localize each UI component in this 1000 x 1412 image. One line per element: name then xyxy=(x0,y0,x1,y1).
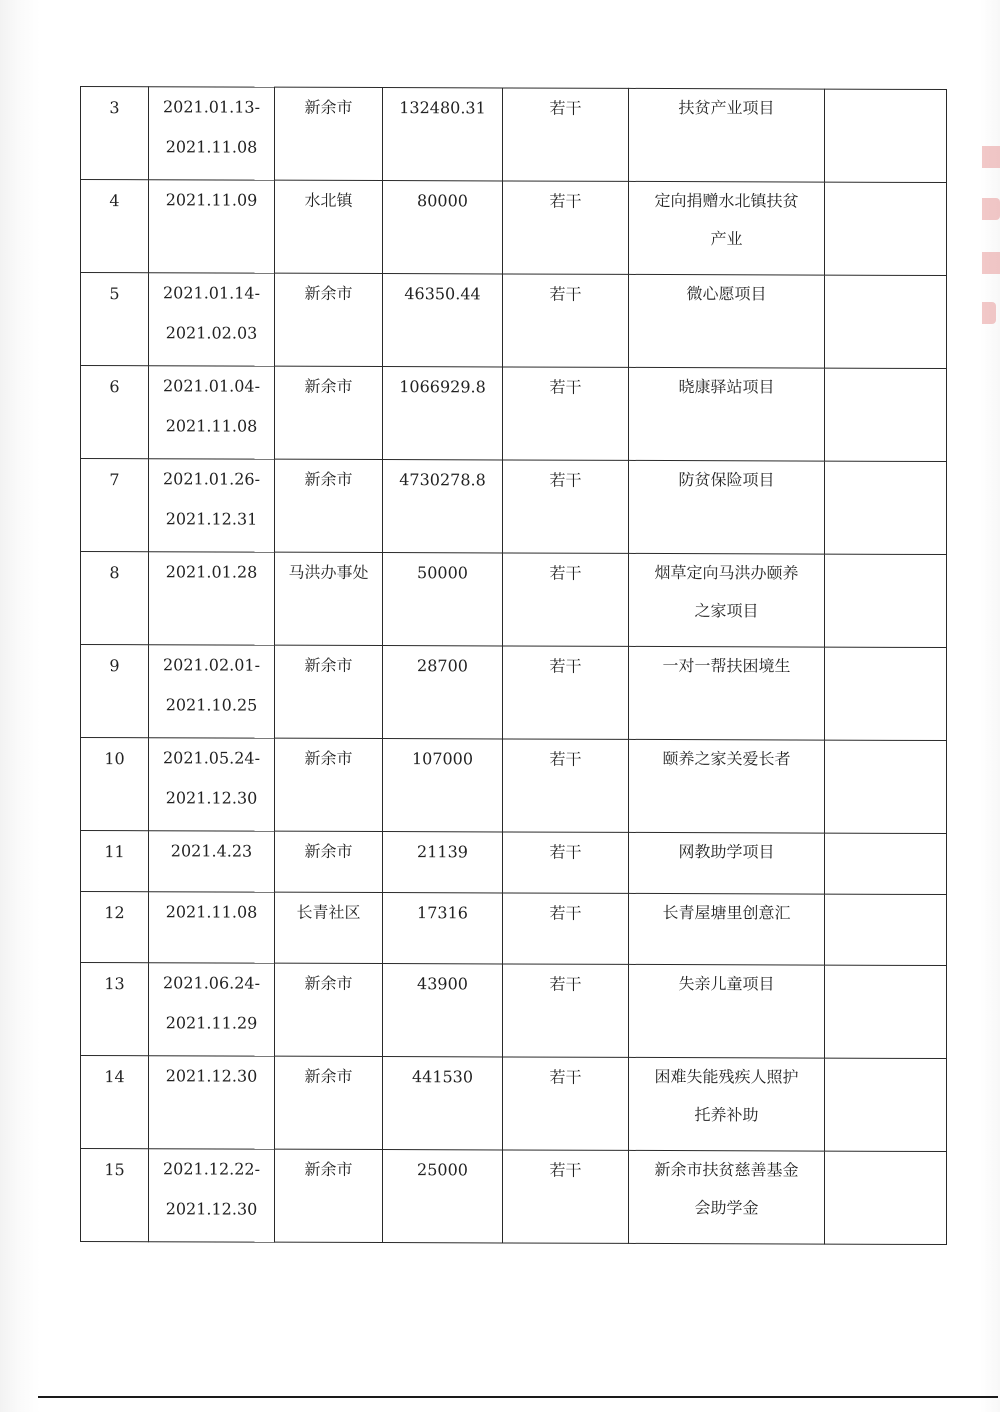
table-row xyxy=(81,892,947,966)
table-row xyxy=(81,87,947,183)
note-cell xyxy=(825,1058,947,1151)
table-row xyxy=(81,459,947,555)
amount-cell: 21139 xyxy=(383,832,503,893)
table-row xyxy=(81,1056,947,1152)
date-start: 2021.11.08 xyxy=(165,902,258,922)
project-line-1: 长青屋塘里创意汇 xyxy=(662,903,791,923)
row-number: 9 xyxy=(81,645,149,738)
date-cell xyxy=(149,552,275,645)
table-row xyxy=(81,1149,947,1245)
date-end: 2021.12.30 xyxy=(165,1199,258,1219)
region-cell: 新余市 xyxy=(275,831,383,892)
count-cell: 若干 xyxy=(503,553,629,646)
date-end: 2021.11.08 xyxy=(165,137,258,157)
date-end: 2021.11.08 xyxy=(165,416,258,436)
date-cell xyxy=(149,738,275,831)
row-number: 8 xyxy=(81,552,149,645)
note-cell xyxy=(825,182,947,275)
date-end: 2021.11.29 xyxy=(165,1013,258,1033)
table-row xyxy=(81,180,947,276)
date-cell xyxy=(149,963,275,1056)
date-cell xyxy=(149,892,275,963)
project-line-1: 颐养之家关爱长者 xyxy=(662,749,791,769)
region-cell: 新余市 xyxy=(275,273,383,366)
donation-project-table xyxy=(80,86,947,1245)
amount-cell: 25000 xyxy=(383,1150,503,1243)
amount-cell: 4730278.8 xyxy=(383,460,503,553)
row-number: 12 xyxy=(81,892,149,963)
project-cell xyxy=(629,460,825,554)
amount-cell: 46350.44 xyxy=(383,274,503,367)
count-cell: 若干 xyxy=(503,1150,629,1243)
table-row xyxy=(81,645,947,741)
date-end: 2021.12.30 xyxy=(165,788,258,808)
date-start: 2021.01.26- xyxy=(162,469,260,489)
date-cell xyxy=(149,645,275,738)
project-line-1: 微心愿项目 xyxy=(686,284,767,304)
project-line-2: 产业 xyxy=(710,229,743,249)
table-row xyxy=(81,831,947,895)
count-cell: 若干 xyxy=(503,181,629,274)
project-cell xyxy=(629,832,825,894)
row-number: 6 xyxy=(81,366,149,459)
count-cell: 若干 xyxy=(503,367,629,460)
row-number: 3 xyxy=(81,87,149,180)
date-start: 2021.4.23 xyxy=(170,841,253,861)
table-row xyxy=(81,366,947,462)
project-line-2: 托养补助 xyxy=(694,1105,759,1125)
date-end: 2021.10.25 xyxy=(165,695,258,715)
note-cell xyxy=(825,833,947,894)
project-line-1: 失亲儿童项目 xyxy=(678,974,775,994)
row-number: 15 xyxy=(81,1149,149,1242)
region-cell: 新余市 xyxy=(275,1149,383,1242)
project-line-1: 网教助学项目 xyxy=(678,842,775,862)
count-cell: 若干 xyxy=(503,1057,629,1150)
project-cell xyxy=(629,893,825,965)
note-cell xyxy=(825,368,947,461)
date-start: 2021.12.30 xyxy=(165,1066,258,1086)
row-number: 7 xyxy=(81,459,149,552)
amount-cell: 132480.31 xyxy=(383,88,503,181)
row-number: 13 xyxy=(81,963,149,1056)
date-start: 2021.06.24- xyxy=(162,973,260,993)
region-cell: 新余市 xyxy=(275,963,383,1056)
date-start: 2021.01.13- xyxy=(162,97,260,117)
amount-cell: 80000 xyxy=(383,181,503,274)
project-cell xyxy=(629,646,825,740)
amount-cell: 28700 xyxy=(383,646,503,739)
date-start: 2021.05.24- xyxy=(162,748,260,768)
region-cell: 马洪办事处 xyxy=(275,552,383,645)
project-line-1: 烟草定向马洪办颐养 xyxy=(654,563,799,583)
date-start: 2021.01.28 xyxy=(165,562,258,582)
date-cell xyxy=(149,366,275,459)
note-cell xyxy=(825,554,947,647)
note-cell xyxy=(825,740,947,833)
project-line-1: 防贫保险项目 xyxy=(678,470,775,490)
count-cell: 若干 xyxy=(503,460,629,553)
date-start: 2021.11.09 xyxy=(165,190,258,210)
note-cell xyxy=(825,894,947,965)
project-cell xyxy=(629,1057,825,1151)
region-cell: 长青社区 xyxy=(275,892,383,963)
date-start: 2021.02.01- xyxy=(162,655,260,675)
project-line-2: 之家项目 xyxy=(694,601,759,621)
project-line-1: 晓康驿站项目 xyxy=(678,377,775,397)
date-cell xyxy=(149,180,275,273)
date-end: 2021.02.03 xyxy=(165,323,258,343)
table-row xyxy=(81,738,947,834)
region-cell: 新余市 xyxy=(275,87,383,180)
date-cell xyxy=(149,87,275,180)
note-cell xyxy=(825,1151,947,1244)
project-cell xyxy=(629,1150,825,1244)
row-number: 10 xyxy=(81,738,149,831)
project-line-2: 会助学金 xyxy=(694,1198,759,1218)
note-cell xyxy=(825,647,947,740)
table-row xyxy=(81,963,947,1059)
region-cell: 新余市 xyxy=(275,645,383,738)
project-cell xyxy=(629,739,825,833)
project-cell xyxy=(629,964,825,1058)
project-line-1: 困难失能残疾人照护 xyxy=(654,1067,799,1087)
amount-cell: 1066929.8 xyxy=(383,367,503,460)
project-cell xyxy=(629,88,825,182)
region-cell: 新余市 xyxy=(275,1056,383,1149)
row-number: 4 xyxy=(81,180,149,273)
date-cell xyxy=(149,1056,275,1149)
date-cell xyxy=(149,459,275,552)
region-cell: 新余市 xyxy=(275,738,383,831)
note-cell xyxy=(825,965,947,1058)
note-cell xyxy=(825,461,947,554)
project-line-1: 新余市扶贫慈善基金 xyxy=(654,1160,799,1180)
project-line-1: 扶贫产业项目 xyxy=(678,98,775,118)
amount-cell: 17316 xyxy=(383,893,503,964)
note-cell xyxy=(825,275,947,368)
table-row xyxy=(81,273,947,369)
red-seal-stamp-edge xyxy=(982,140,1000,330)
amount-cell: 43900 xyxy=(383,964,503,1057)
count-cell: 若干 xyxy=(503,832,629,893)
page-bottom-rule xyxy=(38,1396,998,1398)
region-cell: 新余市 xyxy=(275,459,383,552)
count-cell: 若干 xyxy=(503,274,629,367)
date-start: 2021.01.14- xyxy=(162,283,260,303)
date-cell xyxy=(149,273,275,366)
project-line-1: 定向捐赠水北镇扶贫 xyxy=(654,191,799,211)
region-cell: 水北镇 xyxy=(275,180,383,273)
amount-cell: 107000 xyxy=(383,739,503,832)
date-cell xyxy=(149,1149,275,1242)
row-number: 14 xyxy=(81,1056,149,1149)
row-number: 5 xyxy=(81,273,149,366)
count-cell: 若干 xyxy=(503,964,629,1057)
amount-cell: 50000 xyxy=(383,553,503,646)
count-cell: 若干 xyxy=(503,739,629,832)
project-cell xyxy=(629,367,825,461)
project-line-1: 一对一帮扶困境生 xyxy=(662,656,791,676)
table-row xyxy=(81,552,947,648)
project-cell xyxy=(629,274,825,368)
project-cell xyxy=(629,181,825,275)
count-cell: 若干 xyxy=(503,646,629,739)
count-cell: 若干 xyxy=(503,88,629,181)
project-cell xyxy=(629,553,825,647)
region-cell: 新余市 xyxy=(275,366,383,459)
date-cell xyxy=(149,831,275,892)
date-end: 2021.12.31 xyxy=(165,509,258,529)
note-cell xyxy=(825,89,947,182)
row-number: 11 xyxy=(81,831,149,892)
amount-cell: 441530 xyxy=(383,1057,503,1150)
date-start: 2021.12.22- xyxy=(162,1159,260,1179)
date-start: 2021.01.04- xyxy=(162,376,260,396)
count-cell: 若干 xyxy=(503,893,629,964)
